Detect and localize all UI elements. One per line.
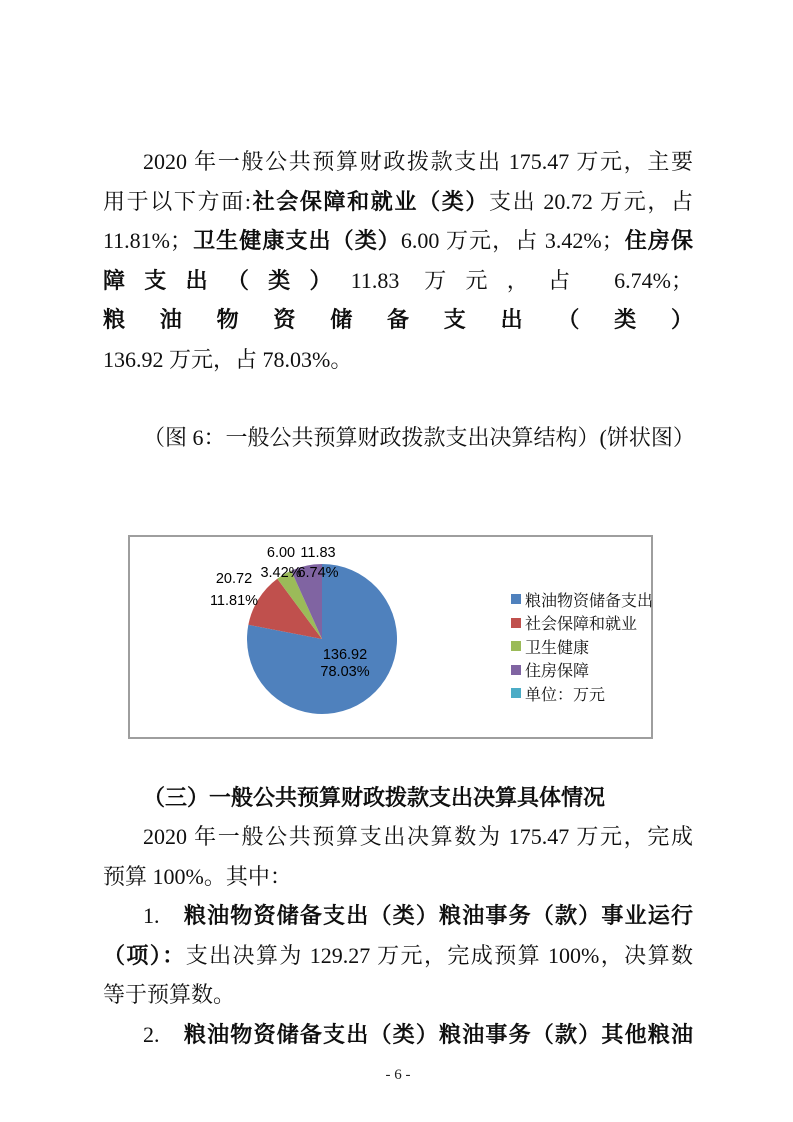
bold-text-run: （三）一般公共预算财政拨款支出决算具体情况: [143, 784, 606, 810]
legend-swatch-icon: [511, 641, 521, 651]
legend-label: 粮油物资储备支出: [525, 592, 654, 610]
text-line: [103, 142, 693, 182]
pie-label-grain-reserve: [300, 647, 390, 682]
text-line: [103, 857, 693, 897]
chart-legend: [511, 588, 653, 706]
text-line: [103, 936, 693, 976]
text-run: 2020 年一般公共预算财政拨款支出 175.47 万元，主要: [143, 149, 693, 174]
text-line: [103, 778, 693, 818]
figure-caption: [103, 418, 693, 458]
text-run: 支出决算为 129.27 万元，完成预算 100%，决算数: [185, 942, 693, 968]
paragraph-expenditure-final-accounts: [103, 817, 693, 896]
pie-label-value: 6.00: [266, 544, 296, 561]
legend-label: 社会保障和就业: [525, 616, 638, 634]
pie-label-pct: 78.03%: [320, 664, 370, 680]
text-line: [103, 182, 693, 222]
text-run: 136.92 万元，占 78.03%。: [103, 346, 353, 372]
paragraph-item-2: [103, 1015, 693, 1055]
legend-label: 单位：万元: [525, 686, 606, 704]
text-run: 2020 年一般公共预算支出决算数为 175.47 万元，完成: [143, 824, 693, 849]
pie-label-value: 136.92: [322, 646, 368, 663]
text-line: [103, 817, 693, 857]
legend-label: 住房保障: [525, 663, 590, 681]
paragraph-item-1: [103, 896, 693, 1015]
text-run: 等于预算数。: [103, 982, 236, 1007]
legend-swatch-icon: [511, 665, 521, 675]
legend-item: [511, 682, 653, 706]
text-run: 用于以下方面:: [103, 188, 251, 214]
bold-text-run: 卫生健康支出（类）: [192, 228, 401, 253]
page-number: - 6 -: [385, 1067, 411, 1083]
legend-swatch-icon: [511, 594, 521, 604]
legend-item: [511, 611, 653, 635]
figure-pie-chart: [128, 535, 653, 739]
bold-text-run: 粮油物资储备支出（类）: [103, 307, 693, 332]
text-line: [103, 261, 693, 340]
text-run: 11.83 万元，占 6.74%；: [350, 267, 693, 293]
pie-label-pct: 6.74%: [297, 564, 339, 581]
bold-text-run: 粮油物资储备支出（类）粮油事务（款）事业运行: [183, 903, 693, 928]
pie-label-housing: [273, 543, 363, 583]
pie-label-pct: 3.42%: [260, 564, 302, 581]
text-line: [103, 418, 693, 458]
text-line: [103, 1015, 693, 1055]
pie-label-value: 20.72: [215, 570, 253, 587]
text-run: 6.00 万元，占 3.42%；: [400, 228, 624, 253]
bold-text-run: 障支出（类）: [103, 267, 351, 293]
bold-text-run: 住房保: [623, 228, 693, 253]
text-line: [103, 975, 693, 1015]
legend-label: 卫生健康: [525, 639, 590, 657]
section-heading: [103, 778, 693, 818]
text-line: [103, 221, 693, 261]
bold-text-run: 社会保障和就业（类）: [250, 188, 489, 214]
text-run: 11.81%；: [103, 228, 193, 253]
legend-swatch-icon: [511, 618, 521, 628]
text-run: 支出 20.72 万元，占: [489, 188, 693, 214]
pie-label-value: 11.83: [300, 544, 336, 561]
legend-item: [511, 635, 653, 659]
text-run: （图 6：一般公共预算财政拨款支出决算结构）(饼状图）: [143, 425, 695, 450]
legend-item: [511, 658, 653, 682]
pie-label-pct: 11.81%: [209, 592, 259, 609]
legend-swatch-icon: [511, 688, 521, 698]
bold-text-run: （项）：: [103, 942, 186, 968]
text-run: 2.: [143, 1021, 184, 1047]
text-line: [103, 896, 693, 936]
text-run: 1.: [143, 903, 184, 928]
text-line: [103, 340, 693, 380]
legend-item: [511, 588, 653, 612]
text-run: 预算 100%。其中：: [103, 863, 292, 889]
paragraph-budget-expenditure-summary: [103, 142, 693, 379]
bold-text-run: 粮油物资储备支出（类）粮油事务（款）其他粮油: [183, 1021, 693, 1047]
